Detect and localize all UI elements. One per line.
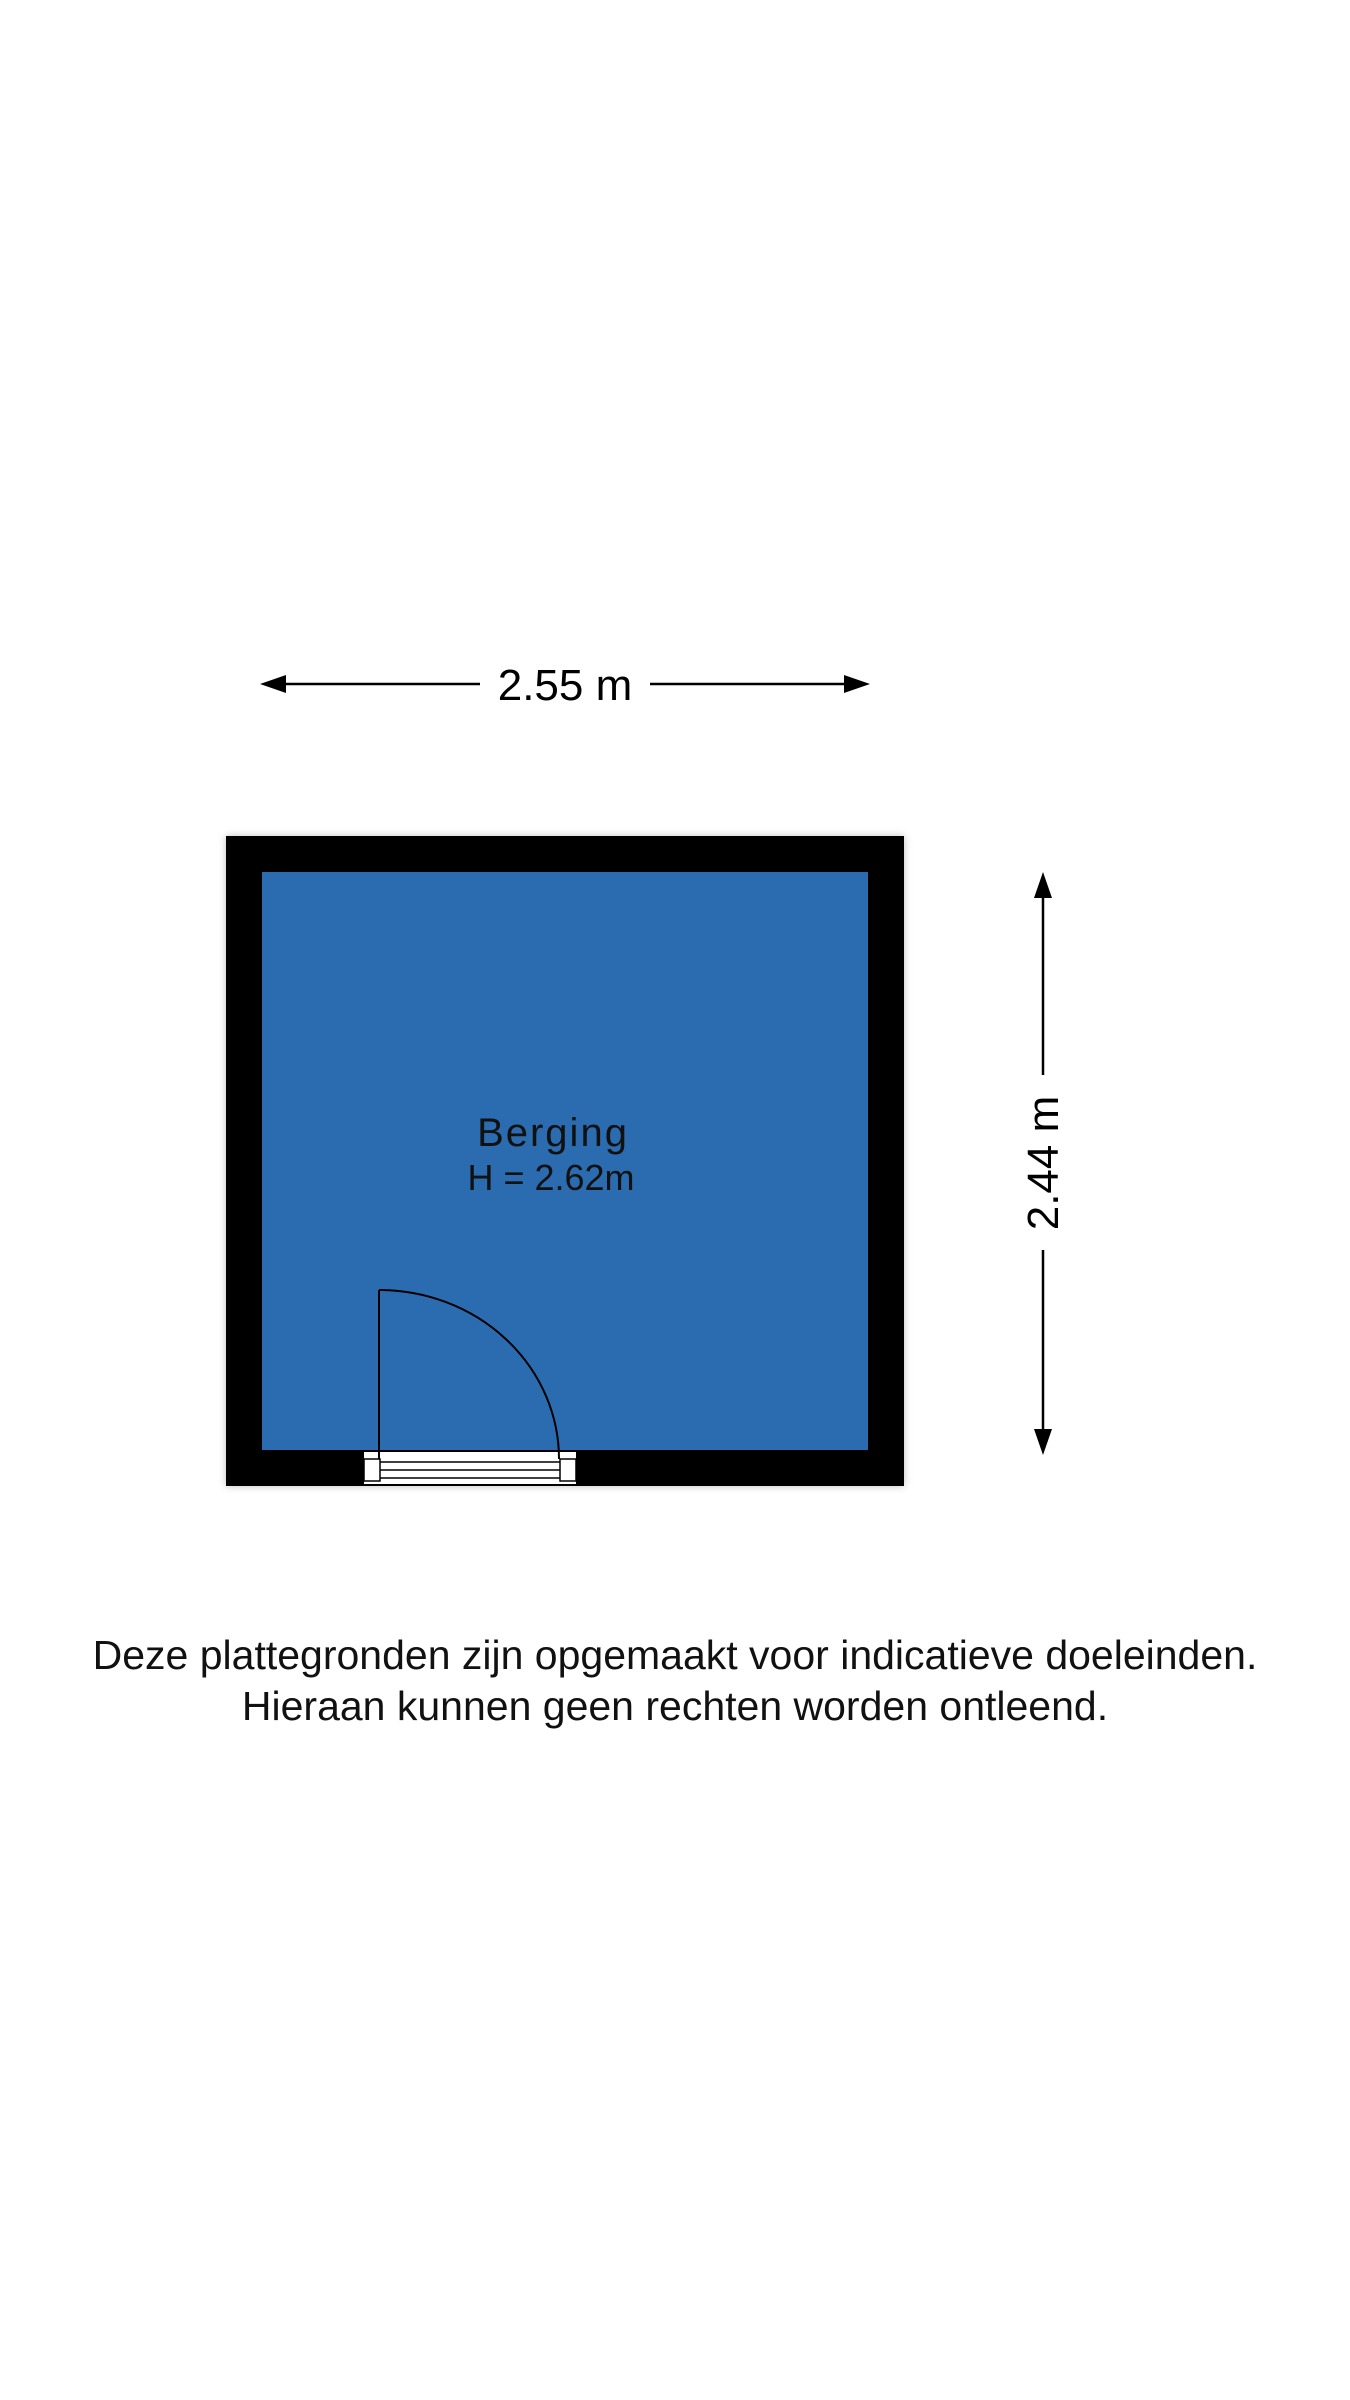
room-name: Berging: [477, 1111, 629, 1155]
door-jamb-left: [364, 1459, 380, 1481]
width-dimension: [260, 661, 870, 710]
disclaimer-line-2: Hieraan kunnen geen rechten worden ontleend.: [241, 1683, 1109, 1729]
depth-arrow-bottom: [1034, 1429, 1052, 1455]
room-height: H = 2.62m: [467, 1157, 635, 1198]
width-arrow-right: [844, 675, 870, 693]
width-dimension-label: 2.55 m: [497, 661, 633, 710]
depth-dimension-label: 2.44 m: [1019, 1095, 1068, 1231]
door-jamb-right: [560, 1459, 576, 1481]
door-opening: [364, 1452, 576, 1484]
disclaimer-line-1: Deze plattegronden zijn opgemaakt voor indicatieve doeleinden.: [92, 1632, 1258, 1678]
depth-arrow-top: [1034, 872, 1052, 898]
width-arrow-left: [260, 675, 286, 693]
depth-dimension: [1019, 872, 1068, 1455]
disclaimer: [0, 1630, 1350, 1732]
